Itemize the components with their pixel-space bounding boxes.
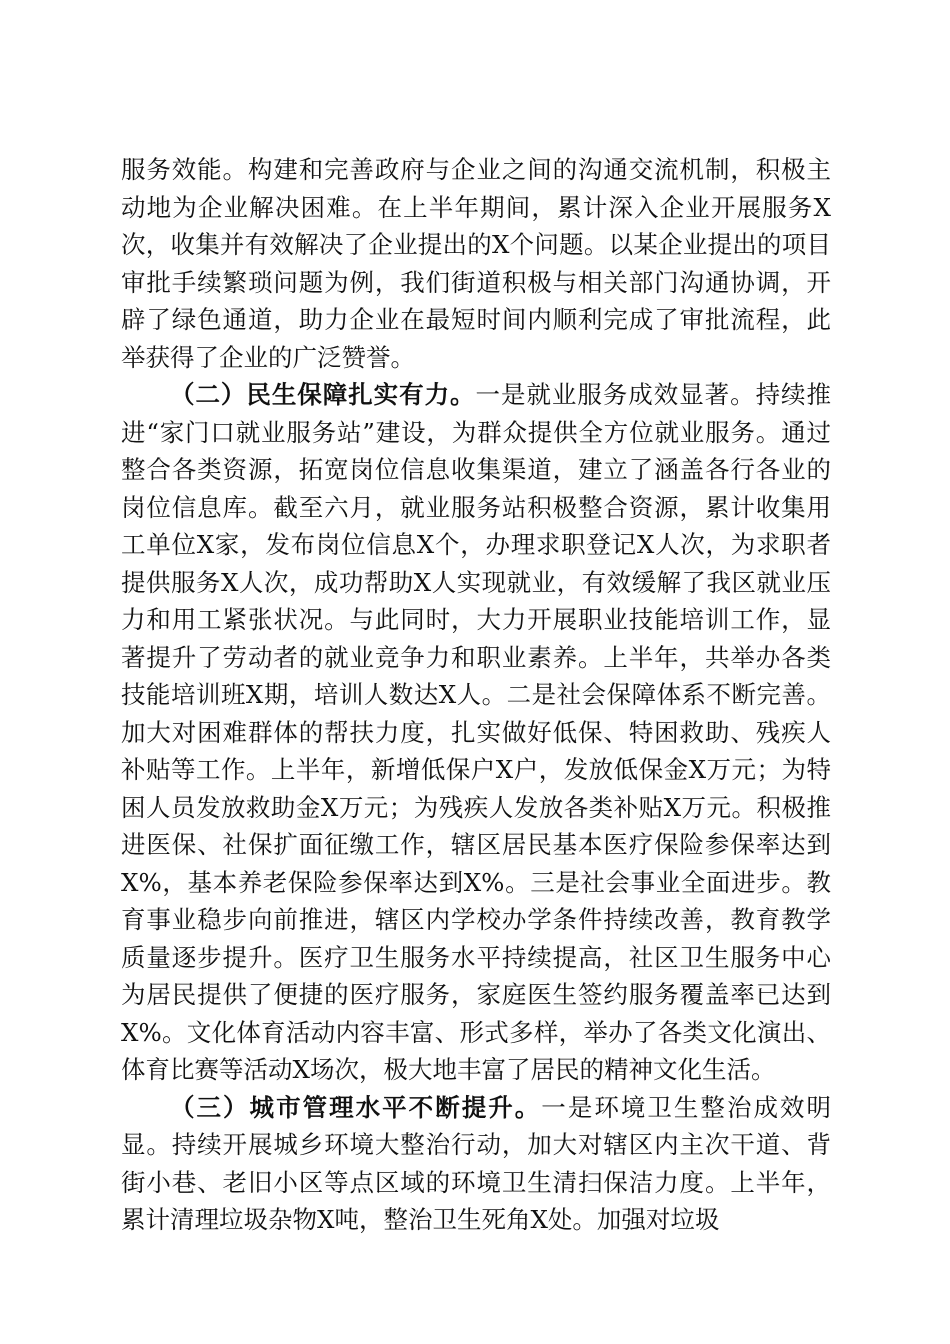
paragraph-text: 一是环境卫生整治成效明显。持续开展城乡环境大整治行动，加大对辖区内主次干道、背街小巷、老旧小区等点区域的环境卫生清扫保洁力度。上半年，累计清理垃圾杂物X吨，整治卫生死角X处。加强对垃圾 <box>121 1092 832 1234</box>
paragraph-urban-management <box>121 1089 831 1239</box>
section-heading-urban-management: （三）城市管理水平不断提升。 <box>170 1092 542 1122</box>
paragraph-text: 一是就业服务成效显著。持续推进“家门口就业服务站”建设，为群众提供全方位就业服务。通过整合各类资源，拓宽岗位信息收集渠道，建立了涵盖各行各业的岗位信息库。截至六月，就业服务站积极整合资源，累计收集用工单位X家，发布岗位信息X个，办理求职登记X人次，为求职者提供服务X人次，成功帮助X人实现就业，有效缓解了我区就业压力和用工紧张状况。与此同时，大力开展职业技能培训工作，显著提升了劳动者的就业竞争力和职业素养。上半年，共举办各类技能培训班X期，培训人数达X人。二是社会保障体系不断完善。加大对困难群体的帮扶力度，扎实做好低保、特困救助、残疾人补贴等工作。上半年，新增低保户X户，发放低保金X万元；为特困人员发放救助金X万元；为残疾人发放各类补贴X万元。积极推进医保、社保扩面征缴工作，辖区居民基本医疗保险参保率达到X%，基本养老保险参保率达到X%。三是社会事业全面进步。教育事业稳步向前推进，辖区内学校办学条件持续改善，教育教学质量逐步提升。医疗卫生服务水平持续提高，社区卫生服务中心为居民提供了便捷的医疗服务，家庭医生签约服务覆盖率已达到X%。文化体育活动内容丰富、形式多样，举办了各类文化演出、体育比赛等活动X场次，极大地丰富了居民的精神文化生活。 <box>121 380 832 1084</box>
section-heading-livelihood: （二）民生保障扎实有力。 <box>170 380 476 409</box>
document-body <box>121 151 831 1239</box>
paragraph-livelihood-security <box>121 376 831 1089</box>
paragraph-text: 服务效能。构建和完善政府与企业之间的沟通交流机制，积极主动地为企业解决困难。在上半年期间，累计深入企业开展服务X次，收集并有效解决了企业提出的X个问题。以某企业提出的项目审批手续繁琐问题为例，我们街道积极与相关部门沟通协调，开辟了绿色通道，助力企业在最短时间内顺利完成了审批流程，此举获得了企业的广泛赞誉。 <box>121 155 831 372</box>
paragraph-enterprise-service <box>121 151 831 376</box>
